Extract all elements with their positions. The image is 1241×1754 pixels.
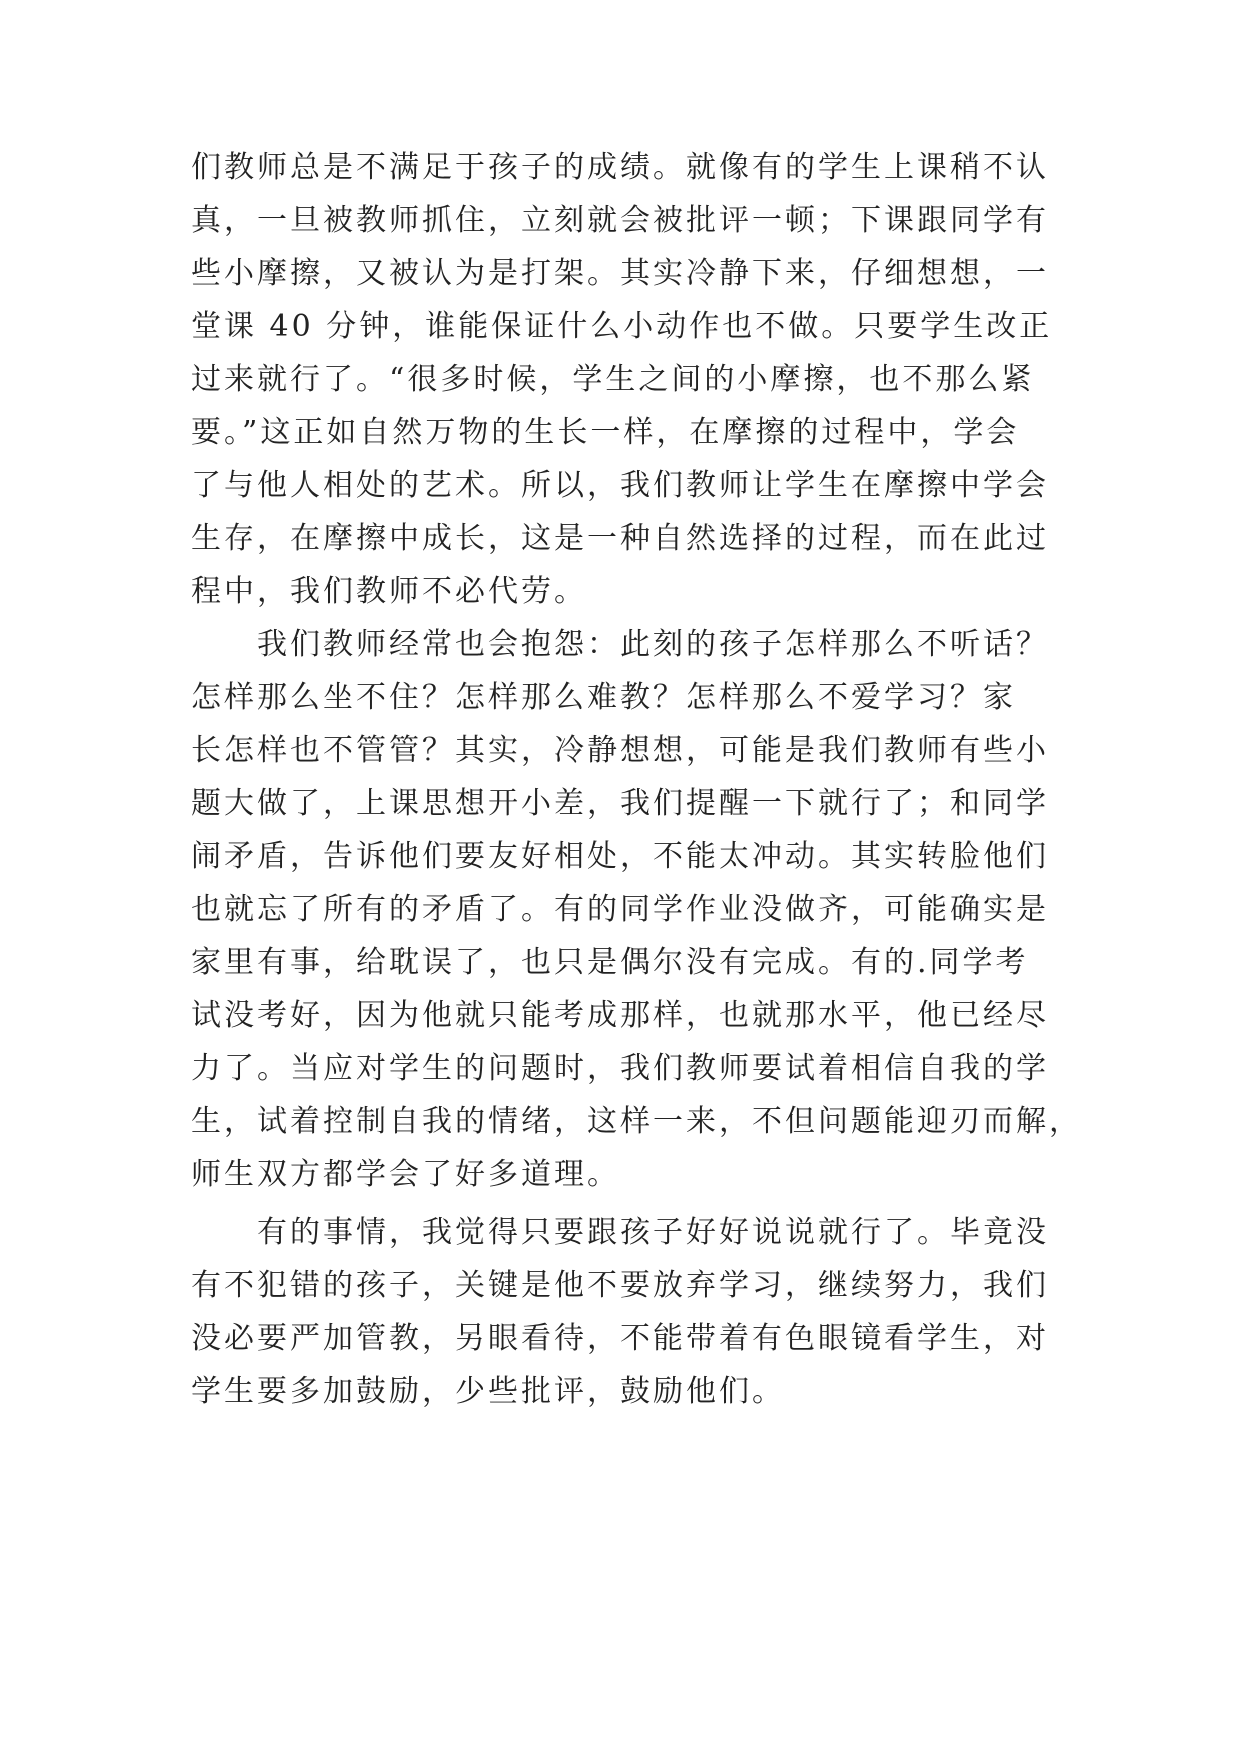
text-line: 些小摩擦，又被认为是打架。其实冷静下来，仔细想想，一 [191,256,1049,291]
text-line: 生存，在摩擦中成长，这是一种自然选择的过程，而在此过 [191,521,1049,556]
paragraph-first-line: 有的事情，我觉得只要跟孩子好好说说就行了。毕竟没 [257,1215,1049,1250]
text-line: 要。”这正如自然万物的生长一样，在摩擦的过程中，学会 [191,415,1020,450]
text-line: 怎样那么坐不住？怎样那么难教？怎样那么不爱学习？家 [191,680,1016,715]
text-line: 没必要严加管教，另眼看待，不能带着有色眼镜看学生，对 [191,1321,1049,1356]
text-line: 们教师总是不满足于孩子的成绩。就像有的学生上课稍不认 [191,150,1049,185]
text-line: 师生双方都学会了好多道理。 [191,1157,620,1192]
text-line: 堂课 40 分钟，谁能保证什么小动作也不做。只要学生改正 [191,309,1053,344]
text-line: 过来就行了。“很多时候，学生之间的小摩擦，也不那么紧 [191,362,1035,397]
text-line: 程中，我们教师不必代劳。 [191,574,587,609]
text-line: 力了。当应对学生的问题时，我们教师要试着相信自我的学 [191,1051,1049,1086]
text-line: 真，一旦被教师抓住，立刻就会被批评一顿；下课跟同学有 [191,203,1049,238]
text-line: 有不犯错的孩子，关键是他不要放弃学习，继续努力，我们 [191,1268,1049,1303]
text-line: 家里有事，给耽误了，也只是偶尔没有完成。有的.同学考 [191,945,1029,980]
paragraph-first-line: 我们教师经常也会抱怨：此刻的孩子怎样那么不听话？ [257,627,1049,662]
text-line: 长怎样也不管管？其实，冷静想想，可能是我们教师有些小 [191,733,1049,768]
text-line: 了与他人相处的艺术。所以，我们教师让学生在摩擦中学会 [191,468,1049,503]
text-line: 闹矛盾，告诉他们要友好相处，不能太冲动。其实转脸他们 [191,839,1049,874]
text-line: 生，试着控制自我的情绪，这样一来，不但问题能迎刃而解， [191,1104,1082,1139]
text-line: 学生要多加鼓励，少些批评，鼓励他们。 [191,1374,785,1409]
text-line: 题大做了，上课思想开小差，我们提醒一下就行了；和同学 [191,786,1049,821]
text-line: 试没考好，因为他就只能考成那样，也就那水平，他已经尽 [191,998,1049,1033]
text-line: 也就忘了所有的矛盾了。有的同学作业没做齐，可能确实是 [191,892,1049,927]
